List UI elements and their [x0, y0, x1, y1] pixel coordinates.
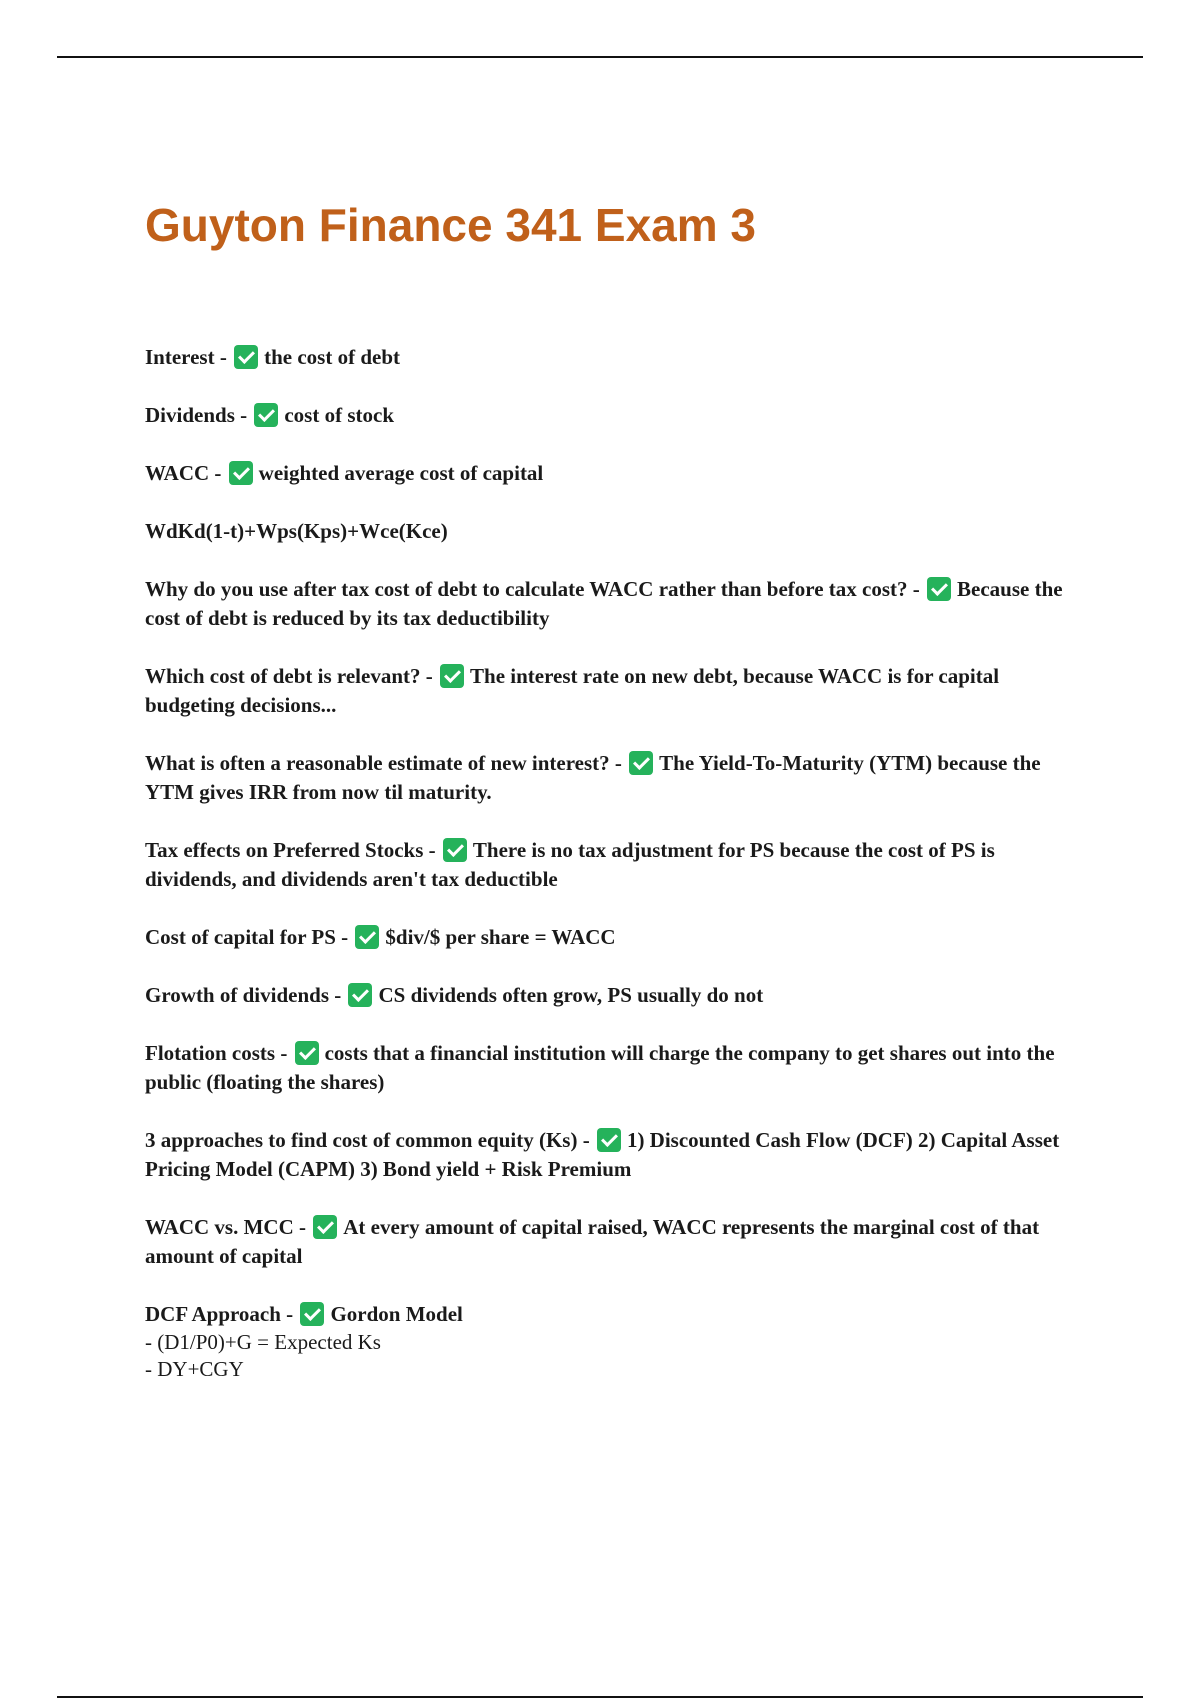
card-answer: There is no tax adjustment for PS because the cost of PS is dividends, and dividends aren't tax deductible	[145, 838, 995, 891]
card-term: Why do you use after tax cost of debt to calculate WACC rather than before tax cost? -	[145, 577, 920, 601]
card-answer: Gordon Model	[330, 1302, 463, 1326]
document-title: Guyton Finance 341 Exam 3	[145, 199, 757, 251]
flashcard	[145, 1126, 1080, 1184]
card-term: DCF Approach -	[145, 1302, 294, 1326]
card-term: Tax effects on Preferred Stocks -	[145, 838, 436, 862]
card-answer: 1) Discounted Cash Flow (DCF) 2) Capital Asset Pricing Model (CAPM) 3) Bond yield + Risk Premium	[145, 1128, 1060, 1181]
check-mark-icon	[440, 664, 464, 688]
card-answer: The interest rate on new debt, because WACC is for capital budgeting decisions...	[145, 664, 1000, 717]
card-term: 3 approaches to find cost of common equity (Ks) -	[145, 1128, 590, 1152]
check-mark-icon	[300, 1302, 324, 1326]
check-mark-icon	[229, 461, 253, 485]
formula-line: - (D1/P0)+G = Expected Ks	[145, 1330, 381, 1354]
check-mark-icon	[629, 751, 653, 775]
flashcard	[145, 1039, 1080, 1097]
check-mark-icon	[254, 403, 278, 427]
card-term: Flotation costs -	[145, 1041, 288, 1065]
flashcard	[145, 836, 1080, 894]
top-rule	[57, 56, 1143, 58]
card-term: What is often a reasonable estimate of new interest? -	[145, 751, 622, 775]
check-mark-icon	[234, 345, 258, 369]
check-mark-icon	[927, 577, 951, 601]
card-answer: Because the cost of debt is reduced by its tax deductibility	[145, 577, 1063, 630]
check-mark-icon	[355, 925, 379, 949]
card-answer: At every amount of capital raised, WACC represents the marginal cost of that amount of capital	[145, 1215, 1040, 1268]
check-mark-icon	[597, 1128, 621, 1152]
card-term: WACC vs. MCC -	[145, 1215, 306, 1239]
card-term: Interest -	[145, 345, 227, 369]
flashcard	[145, 923, 1080, 952]
check-mark-icon	[295, 1041, 319, 1065]
card-answer: the cost of debt	[264, 345, 400, 369]
card-answer: costs that a financial institution will charge the company to get shares out into the public (floating the shares)	[145, 1041, 1055, 1094]
flashcard	[145, 662, 1080, 720]
check-mark-icon	[443, 838, 467, 862]
flashcard	[145, 981, 1080, 1010]
flashcard	[145, 575, 1080, 633]
flashcard	[145, 343, 1080, 372]
card-term: Which cost of debt is relevant? -	[145, 664, 433, 688]
flashcard	[145, 401, 1080, 430]
card-term: Cost of capital for PS -	[145, 925, 349, 949]
flashcard	[145, 749, 1080, 807]
flashcard	[145, 1300, 1080, 1383]
card-term: Growth of dividends -	[145, 983, 342, 1007]
flashcard	[145, 1213, 1080, 1271]
bottom-rule	[57, 1696, 1143, 1698]
card-term: WdKd(1-t)+Wps(Kps)+Wce(Kce)	[145, 519, 448, 543]
card-answer: The Yield-To-Maturity (YTM) because the YTM gives IRR from now til maturity.	[145, 751, 1041, 804]
check-mark-icon	[348, 983, 372, 1007]
flashcard-list	[145, 343, 1080, 1412]
formula-line: - DY+CGY	[145, 1357, 244, 1381]
check-mark-icon	[313, 1215, 337, 1239]
flashcard	[145, 517, 1080, 546]
flashcard	[145, 459, 1080, 488]
card-answer: CS dividends often grow, PS usually do not	[378, 983, 764, 1007]
card-term: Dividends -	[145, 403, 248, 427]
card-answer: weighted average cost of capital	[258, 461, 544, 485]
card-answer: cost of stock	[284, 403, 395, 427]
card-term: WACC -	[145, 461, 222, 485]
card-answer: $div/$ per share = WACC	[385, 925, 616, 949]
